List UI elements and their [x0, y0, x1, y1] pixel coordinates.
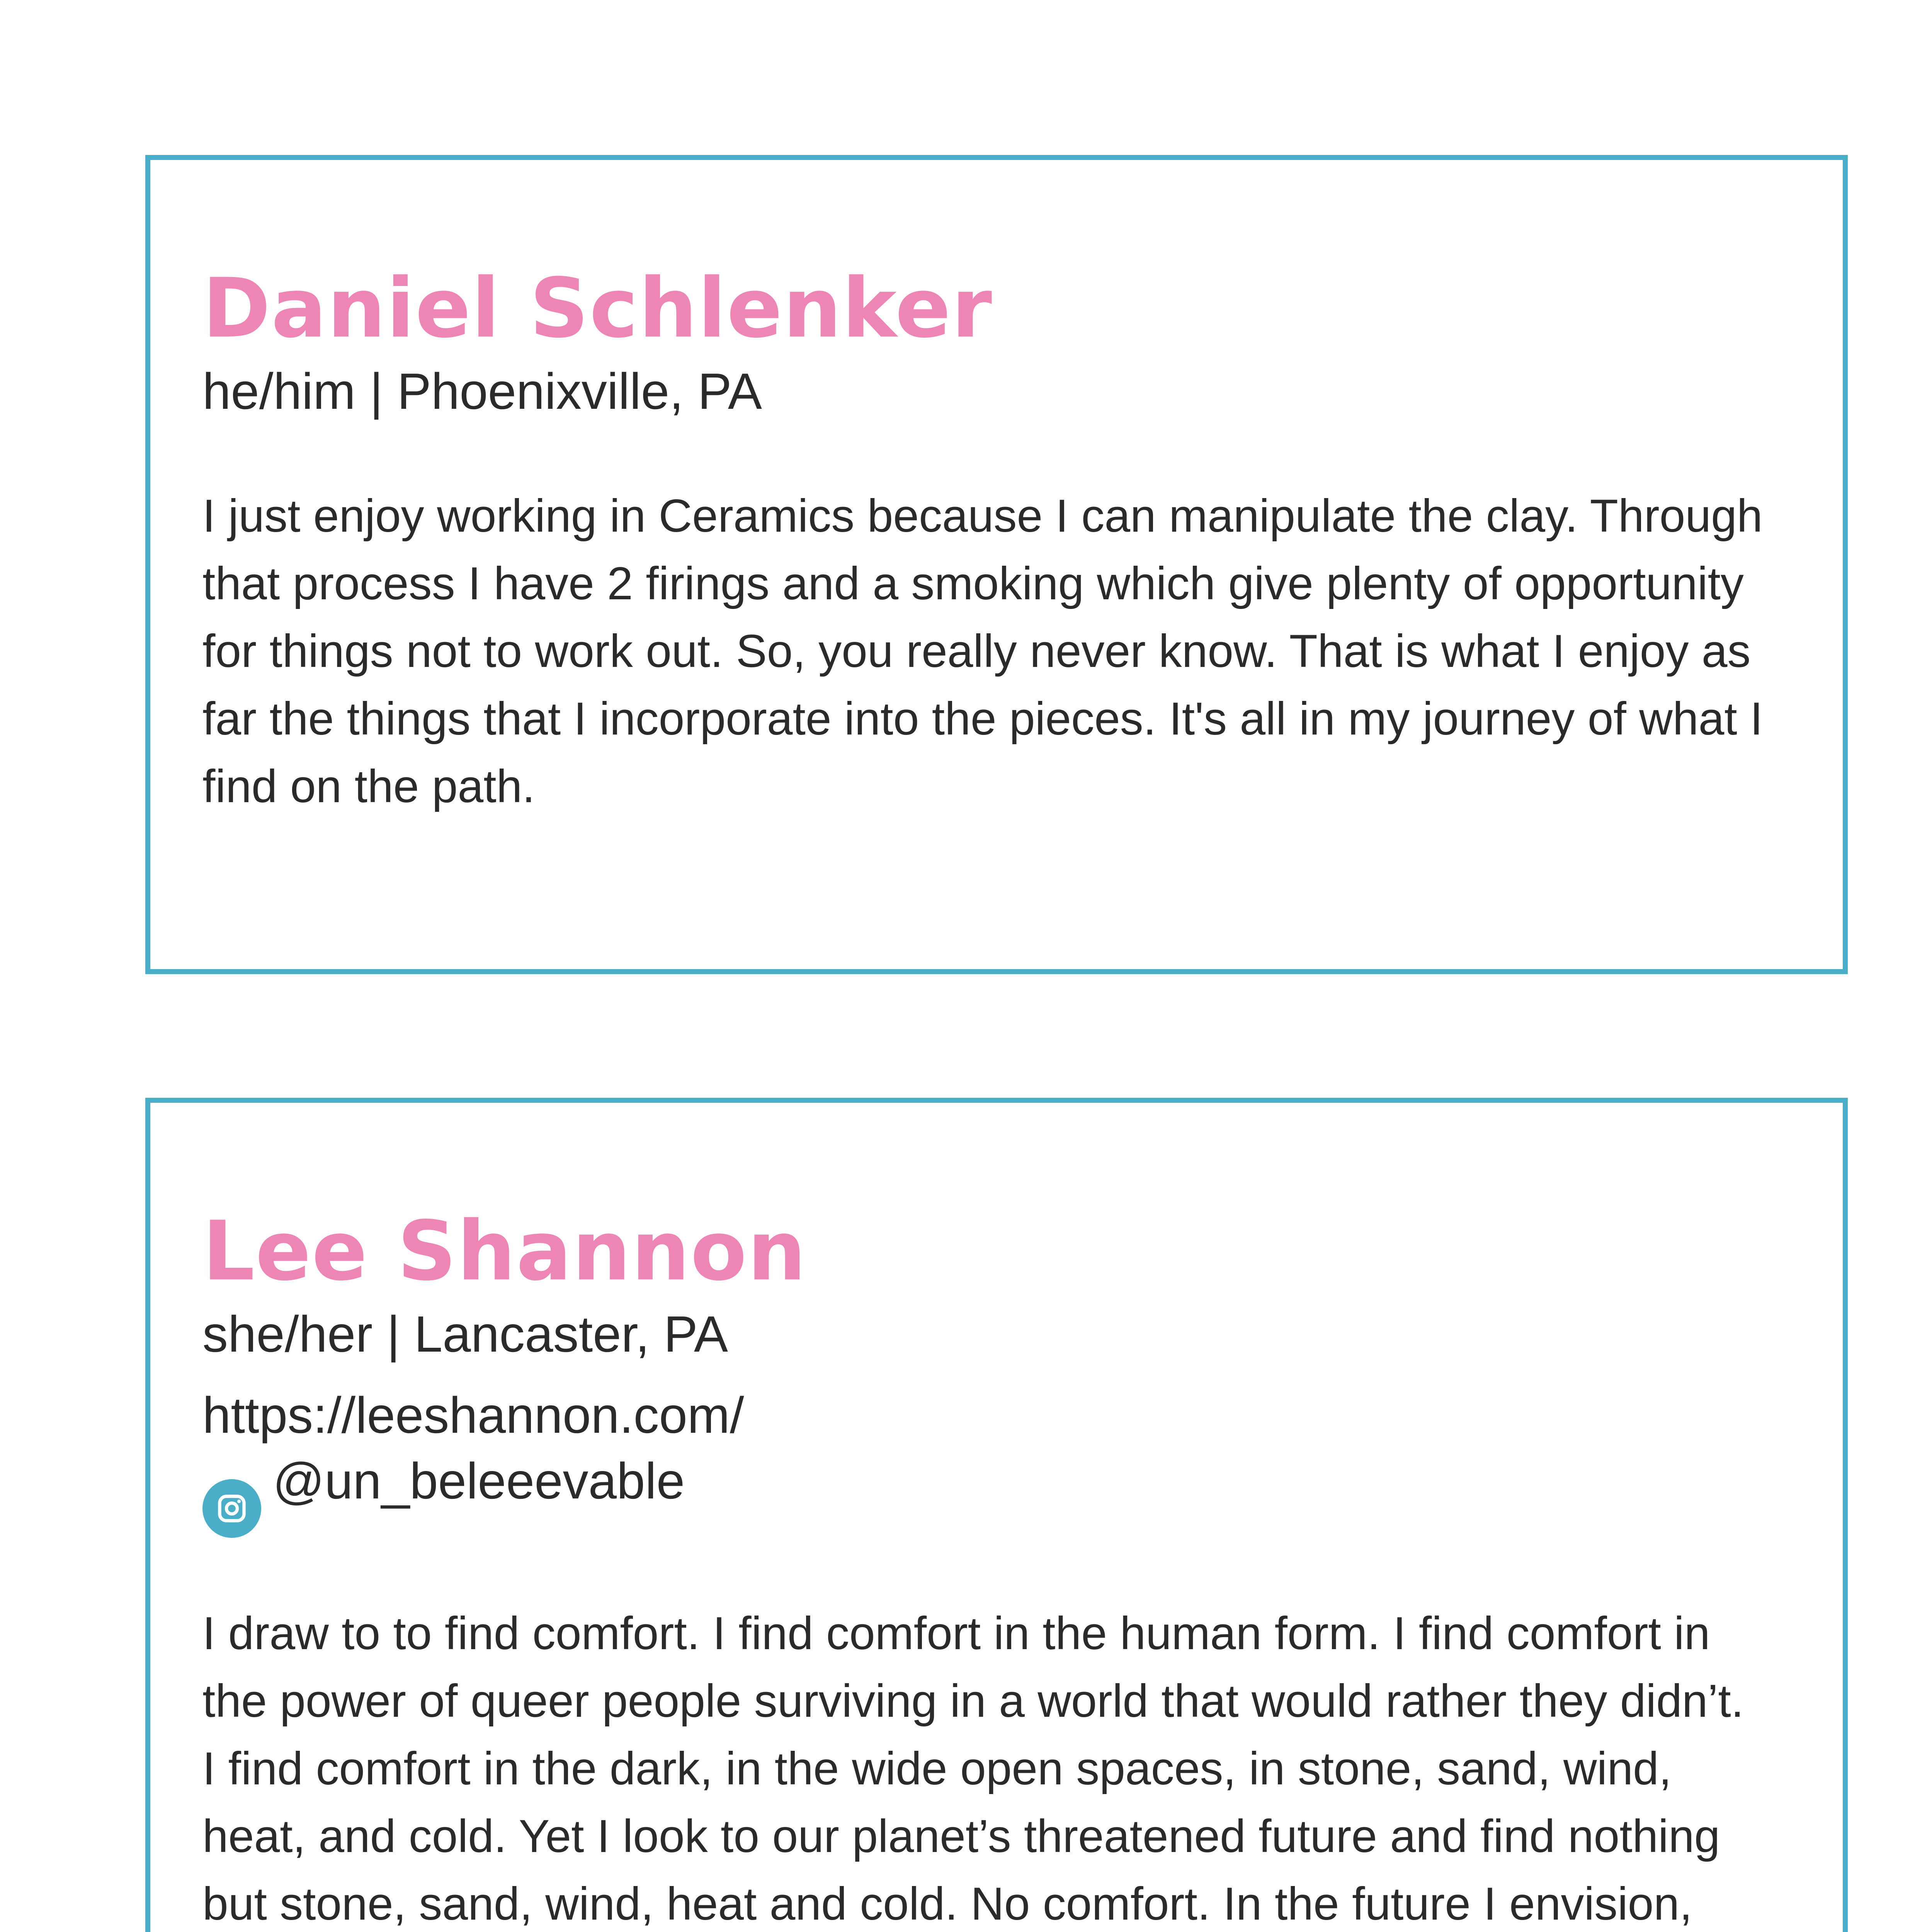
artist-pronouns-location: he/him | Phoenixville, PA	[202, 363, 762, 420]
artist-card-content	[202, 1205, 1765, 1932]
artist-card-content	[202, 262, 1765, 820]
artist-name: Lee Shannon	[202, 1203, 807, 1299]
artist-bio: I draw to to find comfort. I find comfort in the human form. I find comfort in the power of queer people surviving in a world that would rather they didn’t. I find comfort in the dark, in the wide open spaces, in stone, sand, wind, heat, and cold. Yet I look to our planet’s threatened future and find nothing but stone, sand, wind, heat and cold. No comfort. In the future I envision,	[202, 1607, 1744, 1930]
artist-instagram-row[interactable]	[202, 1448, 1765, 1538]
artist-website-link[interactable]: https://leeshannon.com/	[202, 1387, 744, 1444]
artist-instagram-handle[interactable]: @un_beleeevable	[273, 1452, 685, 1509]
artist-pronouns-location: she/her | Lancaster, PA	[202, 1306, 728, 1362]
artist-card-daniel-schlenker	[145, 155, 1848, 974]
instagram-icon	[202, 1479, 261, 1538]
artist-card-lee-shannon	[145, 1098, 1848, 1932]
artist-name: Daniel Schlenker	[202, 260, 993, 356]
artist-bio: I just enjoy working in Ceramics because I can manipulate the clay. Through that process I have 2 firings and a smoking which give plenty of opportunity for things not to work out. So, you really never know. That is what I enjoy as far the things that I incorporate into the pieces. It's all in my journey of what I find on the path.	[202, 490, 1763, 812]
